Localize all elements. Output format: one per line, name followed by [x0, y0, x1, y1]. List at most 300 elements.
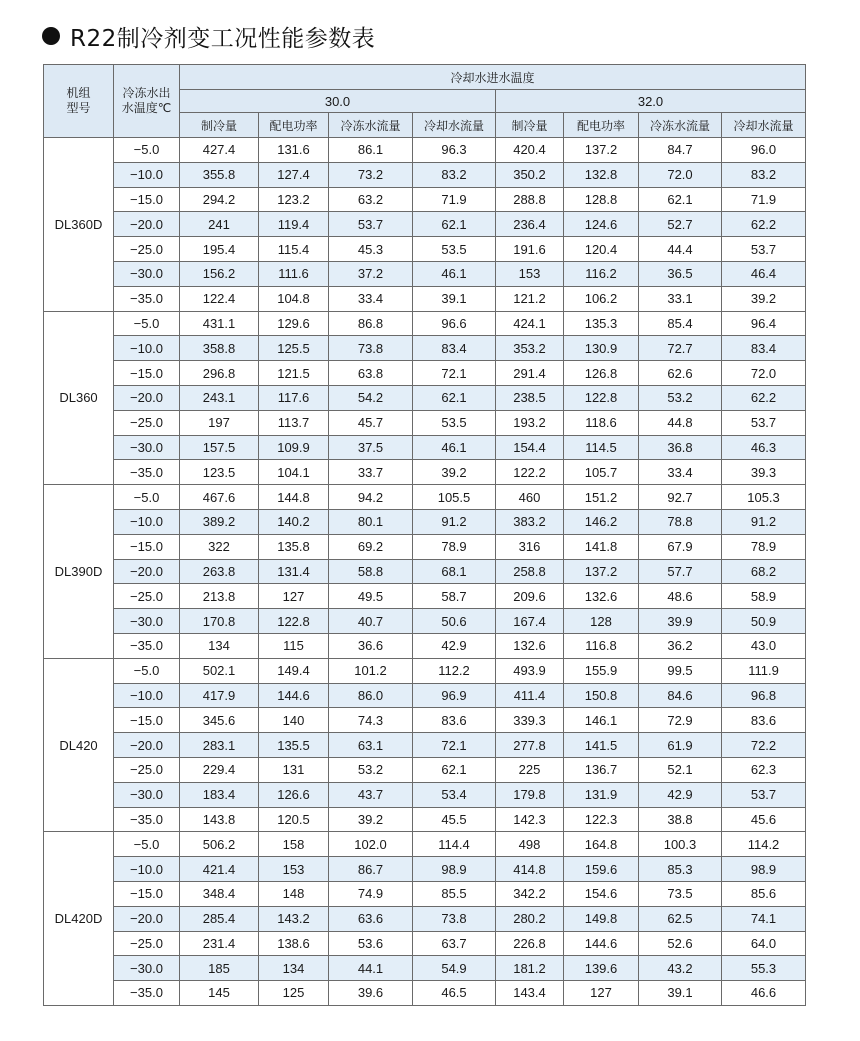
value-cell: 83.6	[413, 708, 496, 733]
value-cell: 42.9	[639, 782, 722, 807]
table-row	[44, 559, 806, 584]
value-cell: 122.2	[496, 460, 564, 485]
value-cell: 431.1	[180, 311, 259, 336]
bullet-icon	[42, 27, 60, 45]
outlet-temp-cell: −20.0	[114, 559, 180, 584]
value-cell: 118.6	[564, 410, 639, 435]
value-cell: 44.1	[329, 956, 413, 981]
value-cell: 146.1	[564, 708, 639, 733]
value-cell: 134	[180, 633, 259, 658]
temp-32-header: 32.0	[496, 90, 806, 113]
value-cell: 96.0	[722, 138, 806, 163]
value-cell: 53.4	[413, 782, 496, 807]
value-cell: 236.4	[496, 212, 564, 237]
outlet-temp-cell: −15.0	[114, 708, 180, 733]
value-cell: 144.8	[259, 485, 329, 510]
value-cell: 124.6	[564, 212, 639, 237]
value-cell: 53.6	[329, 931, 413, 956]
value-cell: 68.1	[413, 559, 496, 584]
table-row	[44, 733, 806, 758]
value-cell: 134	[259, 956, 329, 981]
outlet-temp-cell: −30.0	[114, 435, 180, 460]
table-row	[44, 708, 806, 733]
value-cell: 140	[259, 708, 329, 733]
table-row	[44, 237, 806, 262]
table-row	[44, 435, 806, 460]
value-cell: 94.2	[329, 485, 413, 510]
value-cell: 348.4	[180, 881, 259, 906]
value-cell: 131	[259, 757, 329, 782]
value-cell: 62.2	[722, 385, 806, 410]
value-cell: 506.2	[180, 832, 259, 857]
value-cell: 141.5	[564, 733, 639, 758]
value-cell: 144.6	[564, 931, 639, 956]
outlet-temp-cell: −10.0	[114, 336, 180, 361]
value-cell: 85.3	[639, 857, 722, 882]
model-name-cell: DL360	[44, 311, 114, 485]
outlet-temp-cell: −10.0	[114, 509, 180, 534]
outlet-temp-cell: −35.0	[114, 286, 180, 311]
value-cell: 135.8	[259, 534, 329, 559]
value-cell: 53.7	[722, 410, 806, 435]
title-row	[42, 18, 375, 54]
value-cell: 83.6	[722, 708, 806, 733]
value-cell: 39.1	[413, 286, 496, 311]
value-cell: 129.6	[259, 311, 329, 336]
table-row	[44, 212, 806, 237]
value-cell: 193.2	[496, 410, 564, 435]
value-cell: 191.6	[496, 237, 564, 262]
value-cell: 62.2	[722, 212, 806, 237]
value-cell: 33.4	[329, 286, 413, 311]
value-cell: 132.8	[564, 162, 639, 187]
value-cell: 104.8	[259, 286, 329, 311]
value-cell: 39.6	[329, 981, 413, 1006]
value-cell: 105.3	[722, 485, 806, 510]
value-cell: 280.2	[496, 906, 564, 931]
value-cell: 100.3	[639, 832, 722, 857]
metric-header-cooling-flow: 冷却水流量	[722, 113, 806, 138]
value-cell: 131.6	[259, 138, 329, 163]
value-cell: 49.5	[329, 584, 413, 609]
outlet-temp-cell: −30.0	[114, 609, 180, 634]
value-cell: 36.8	[639, 435, 722, 460]
value-cell: 50.6	[413, 609, 496, 634]
value-cell: 52.7	[639, 212, 722, 237]
value-cell: 150.8	[564, 683, 639, 708]
value-cell: 78.8	[639, 509, 722, 534]
outlet-temp-cell: −30.0	[114, 956, 180, 981]
value-cell: 96.4	[722, 311, 806, 336]
value-cell: 155.9	[564, 658, 639, 683]
value-cell: 98.9	[722, 857, 806, 882]
value-cell: 46.1	[413, 435, 496, 460]
value-cell: 116.8	[564, 633, 639, 658]
value-cell: 122.3	[564, 807, 639, 832]
metric-header-power: 配电功率	[564, 113, 639, 138]
value-cell: 63.6	[329, 906, 413, 931]
value-cell: 39.2	[413, 460, 496, 485]
value-cell: 154.6	[564, 881, 639, 906]
table-row	[44, 534, 806, 559]
table-row	[44, 509, 806, 534]
value-cell: 39.1	[639, 981, 722, 1006]
value-cell: 140.2	[259, 509, 329, 534]
value-cell: 113.7	[259, 410, 329, 435]
value-cell: 153	[259, 857, 329, 882]
value-cell: 115.4	[259, 237, 329, 262]
model-name-cell: DL390D	[44, 485, 114, 659]
value-cell: 73.2	[329, 162, 413, 187]
value-cell: 411.4	[496, 683, 564, 708]
value-cell: 164.8	[564, 832, 639, 857]
outlet-temp-cell: −5.0	[114, 311, 180, 336]
value-cell: 53.7	[722, 782, 806, 807]
value-cell: 99.5	[639, 658, 722, 683]
value-cell: 45.3	[329, 237, 413, 262]
value-cell: 96.6	[413, 311, 496, 336]
value-cell: 131.4	[259, 559, 329, 584]
table-row	[44, 336, 806, 361]
value-cell: 43.2	[639, 956, 722, 981]
value-cell: 53.7	[722, 237, 806, 262]
value-cell: 137.2	[564, 138, 639, 163]
metric-header-chilled-flow: 冷冻水流量	[329, 113, 413, 138]
outlet-temp-cell: −10.0	[114, 857, 180, 882]
table-row	[44, 832, 806, 857]
outlet-temp-cell: −10.0	[114, 162, 180, 187]
value-cell: 231.4	[180, 931, 259, 956]
value-cell: 63.2	[329, 187, 413, 212]
value-cell: 277.8	[496, 733, 564, 758]
table-row	[44, 485, 806, 510]
model-name-cell: DL420D	[44, 832, 114, 1006]
table-row	[44, 881, 806, 906]
value-cell: 179.8	[496, 782, 564, 807]
value-cell: 213.8	[180, 584, 259, 609]
value-cell: 44.8	[639, 410, 722, 435]
value-cell: 119.4	[259, 212, 329, 237]
value-cell: 288.8	[496, 187, 564, 212]
value-cell: 114.5	[564, 435, 639, 460]
value-cell: 159.6	[564, 857, 639, 882]
outlet-temp-cell: −35.0	[114, 460, 180, 485]
value-cell: 167.4	[496, 609, 564, 634]
value-cell: 96.3	[413, 138, 496, 163]
value-cell: 84.7	[639, 138, 722, 163]
value-cell: 42.9	[413, 633, 496, 658]
value-cell: 86.8	[329, 311, 413, 336]
value-cell: 209.6	[496, 584, 564, 609]
value-cell: 141.8	[564, 534, 639, 559]
value-cell: 86.7	[329, 857, 413, 882]
value-cell: 53.2	[639, 385, 722, 410]
value-cell: 460	[496, 485, 564, 510]
outlet-temp-cell: −30.0	[114, 261, 180, 286]
value-cell: 36.5	[639, 261, 722, 286]
value-cell: 61.9	[639, 733, 722, 758]
value-cell: 322	[180, 534, 259, 559]
value-cell: 283.1	[180, 733, 259, 758]
table-row	[44, 683, 806, 708]
value-cell: 148	[259, 881, 329, 906]
value-cell: 39.2	[329, 807, 413, 832]
value-cell: 69.2	[329, 534, 413, 559]
value-cell: 296.8	[180, 361, 259, 386]
table-row	[44, 286, 806, 311]
value-cell: 58.7	[413, 584, 496, 609]
value-cell: 91.2	[722, 509, 806, 534]
value-cell: 185	[180, 956, 259, 981]
table-row	[44, 385, 806, 410]
value-cell: 111.6	[259, 261, 329, 286]
value-cell: 33.7	[329, 460, 413, 485]
metric-header-capacity: 制冷量	[180, 113, 259, 138]
value-cell: 115	[259, 633, 329, 658]
value-cell: 156.2	[180, 261, 259, 286]
value-cell: 36.2	[639, 633, 722, 658]
value-cell: 142.3	[496, 807, 564, 832]
value-cell: 72.1	[413, 361, 496, 386]
value-cell: 424.1	[496, 311, 564, 336]
value-cell: 258.8	[496, 559, 564, 584]
value-cell: 73.8	[329, 336, 413, 361]
value-cell: 294.2	[180, 187, 259, 212]
value-cell: 114.4	[413, 832, 496, 857]
metric-header-capacity: 制冷量	[496, 113, 564, 138]
outlet-temp-cell: −20.0	[114, 906, 180, 931]
value-cell: 57.7	[639, 559, 722, 584]
value-cell: 414.8	[496, 857, 564, 882]
value-cell: 39.2	[722, 286, 806, 311]
table-row	[44, 261, 806, 286]
outlet-temp-cell: −15.0	[114, 534, 180, 559]
value-cell: 74.1	[722, 906, 806, 931]
value-cell: 46.6	[722, 981, 806, 1006]
value-cell: 73.5	[639, 881, 722, 906]
value-cell: 127	[259, 584, 329, 609]
value-cell: 229.4	[180, 757, 259, 782]
outlet-temp-cell: −20.0	[114, 733, 180, 758]
value-cell: 43.7	[329, 782, 413, 807]
value-cell: 127.4	[259, 162, 329, 187]
outlet-temp-cell: −15.0	[114, 361, 180, 386]
value-cell: 52.6	[639, 931, 722, 956]
model-name-cell: DL360D	[44, 138, 114, 312]
value-cell: 291.4	[496, 361, 564, 386]
value-cell: 417.9	[180, 683, 259, 708]
value-cell: 353.2	[496, 336, 564, 361]
value-cell: 153	[496, 261, 564, 286]
value-cell: 46.5	[413, 981, 496, 1006]
value-cell: 109.9	[259, 435, 329, 460]
value-cell: 157.5	[180, 435, 259, 460]
value-cell: 63.7	[413, 931, 496, 956]
outlet-temp-cell: −10.0	[114, 683, 180, 708]
value-cell: 143.4	[496, 981, 564, 1006]
table-row	[44, 609, 806, 634]
value-cell: 105.5	[413, 485, 496, 510]
value-cell: 62.3	[722, 757, 806, 782]
value-cell: 72.2	[722, 733, 806, 758]
value-cell: 62.5	[639, 906, 722, 931]
outlet-temp-column-header: 冷冻水出 水温度℃	[114, 65, 180, 138]
value-cell: 135.3	[564, 311, 639, 336]
value-cell: 50.9	[722, 609, 806, 634]
value-cell: 72.9	[639, 708, 722, 733]
value-cell: 96.9	[413, 683, 496, 708]
value-cell: 121.2	[496, 286, 564, 311]
value-cell: 104.1	[259, 460, 329, 485]
value-cell: 46.3	[722, 435, 806, 460]
value-cell: 106.2	[564, 286, 639, 311]
value-cell: 122.8	[564, 385, 639, 410]
value-cell: 126.8	[564, 361, 639, 386]
value-cell: 73.8	[413, 906, 496, 931]
table-row	[44, 807, 806, 832]
value-cell: 67.9	[639, 534, 722, 559]
value-cell: 383.2	[496, 509, 564, 534]
outlet-temp-cell: −20.0	[114, 385, 180, 410]
value-cell: 493.9	[496, 658, 564, 683]
table-row	[44, 138, 806, 163]
value-cell: 84.6	[639, 683, 722, 708]
value-cell: 117.6	[259, 385, 329, 410]
value-cell: 62.6	[639, 361, 722, 386]
value-cell: 339.3	[496, 708, 564, 733]
value-cell: 427.4	[180, 138, 259, 163]
value-cell: 83.4	[722, 336, 806, 361]
performance-table	[43, 64, 806, 1006]
value-cell: 33.1	[639, 286, 722, 311]
table-row	[44, 311, 806, 336]
value-cell: 64.0	[722, 931, 806, 956]
value-cell: 130.9	[564, 336, 639, 361]
outlet-temp-cell: −25.0	[114, 584, 180, 609]
outlet-temp-cell: −20.0	[114, 212, 180, 237]
value-cell: 85.5	[413, 881, 496, 906]
table-row	[44, 460, 806, 485]
table-row	[44, 757, 806, 782]
value-cell: 121.5	[259, 361, 329, 386]
value-cell: 170.8	[180, 609, 259, 634]
value-cell: 143.8	[180, 807, 259, 832]
value-cell: 126.6	[259, 782, 329, 807]
value-cell: 146.2	[564, 509, 639, 534]
outlet-temp-cell: −25.0	[114, 757, 180, 782]
page-title: R22制冷剂变工况性能参数表	[70, 25, 376, 52]
value-cell: 83.2	[413, 162, 496, 187]
value-cell: 58.8	[329, 559, 413, 584]
value-cell: 123.2	[259, 187, 329, 212]
value-cell: 132.6	[496, 633, 564, 658]
table-row	[44, 410, 806, 435]
value-cell: 116.2	[564, 261, 639, 286]
value-cell: 83.4	[413, 336, 496, 361]
value-cell: 143.2	[259, 906, 329, 931]
value-cell: 125.5	[259, 336, 329, 361]
value-cell: 144.6	[259, 683, 329, 708]
value-cell: 43.0	[722, 633, 806, 658]
outlet-temp-cell: −15.0	[114, 881, 180, 906]
value-cell: 85.6	[722, 881, 806, 906]
metric-header-chilled-flow: 冷冻水流量	[639, 113, 722, 138]
value-cell: 120.5	[259, 807, 329, 832]
value-cell: 149.8	[564, 906, 639, 931]
value-cell: 120.4	[564, 237, 639, 262]
value-cell: 53.7	[329, 212, 413, 237]
outlet-temp-cell: −5.0	[114, 138, 180, 163]
value-cell: 92.7	[639, 485, 722, 510]
value-cell: 122.4	[180, 286, 259, 311]
value-cell: 125	[259, 981, 329, 1006]
value-cell: 137.2	[564, 559, 639, 584]
value-cell: 48.6	[639, 584, 722, 609]
table-row	[44, 782, 806, 807]
value-cell: 342.2	[496, 881, 564, 906]
value-cell: 91.2	[413, 509, 496, 534]
value-cell: 53.5	[413, 410, 496, 435]
value-cell: 86.0	[329, 683, 413, 708]
value-cell: 389.2	[180, 509, 259, 534]
value-cell: 183.4	[180, 782, 259, 807]
value-cell: 122.8	[259, 609, 329, 634]
value-cell: 74.9	[329, 881, 413, 906]
value-cell: 54.9	[413, 956, 496, 981]
value-cell: 98.9	[413, 857, 496, 882]
table-row	[44, 162, 806, 187]
value-cell: 151.2	[564, 485, 639, 510]
value-cell: 44.4	[639, 237, 722, 262]
value-cell: 80.1	[329, 509, 413, 534]
value-cell: 39.3	[722, 460, 806, 485]
value-cell: 420.4	[496, 138, 564, 163]
value-cell: 197	[180, 410, 259, 435]
value-cell: 46.1	[413, 261, 496, 286]
value-cell: 131.9	[564, 782, 639, 807]
value-cell: 101.2	[329, 658, 413, 683]
value-cell: 114.2	[722, 832, 806, 857]
value-cell: 78.9	[413, 534, 496, 559]
value-cell: 55.3	[722, 956, 806, 981]
value-cell: 86.1	[329, 138, 413, 163]
value-cell: 136.7	[564, 757, 639, 782]
value-cell: 138.6	[259, 931, 329, 956]
value-cell: 71.9	[413, 187, 496, 212]
value-cell: 45.7	[329, 410, 413, 435]
value-cell: 36.6	[329, 633, 413, 658]
table-row	[44, 658, 806, 683]
value-cell: 62.1	[413, 385, 496, 410]
table-row	[44, 981, 806, 1006]
value-cell: 40.7	[329, 609, 413, 634]
value-cell: 225	[496, 757, 564, 782]
outlet-temp-cell: −5.0	[114, 832, 180, 857]
value-cell: 83.2	[722, 162, 806, 187]
outlet-temp-cell: −30.0	[114, 782, 180, 807]
value-cell: 132.6	[564, 584, 639, 609]
value-cell: 62.1	[413, 757, 496, 782]
table-row	[44, 187, 806, 212]
table-row	[44, 584, 806, 609]
value-cell: 123.5	[180, 460, 259, 485]
value-cell: 316	[496, 534, 564, 559]
value-cell: 128.8	[564, 187, 639, 212]
value-cell: 226.8	[496, 931, 564, 956]
value-cell: 38.8	[639, 807, 722, 832]
metric-header-cooling-flow: 冷却水流量	[413, 113, 496, 138]
value-cell: 243.1	[180, 385, 259, 410]
